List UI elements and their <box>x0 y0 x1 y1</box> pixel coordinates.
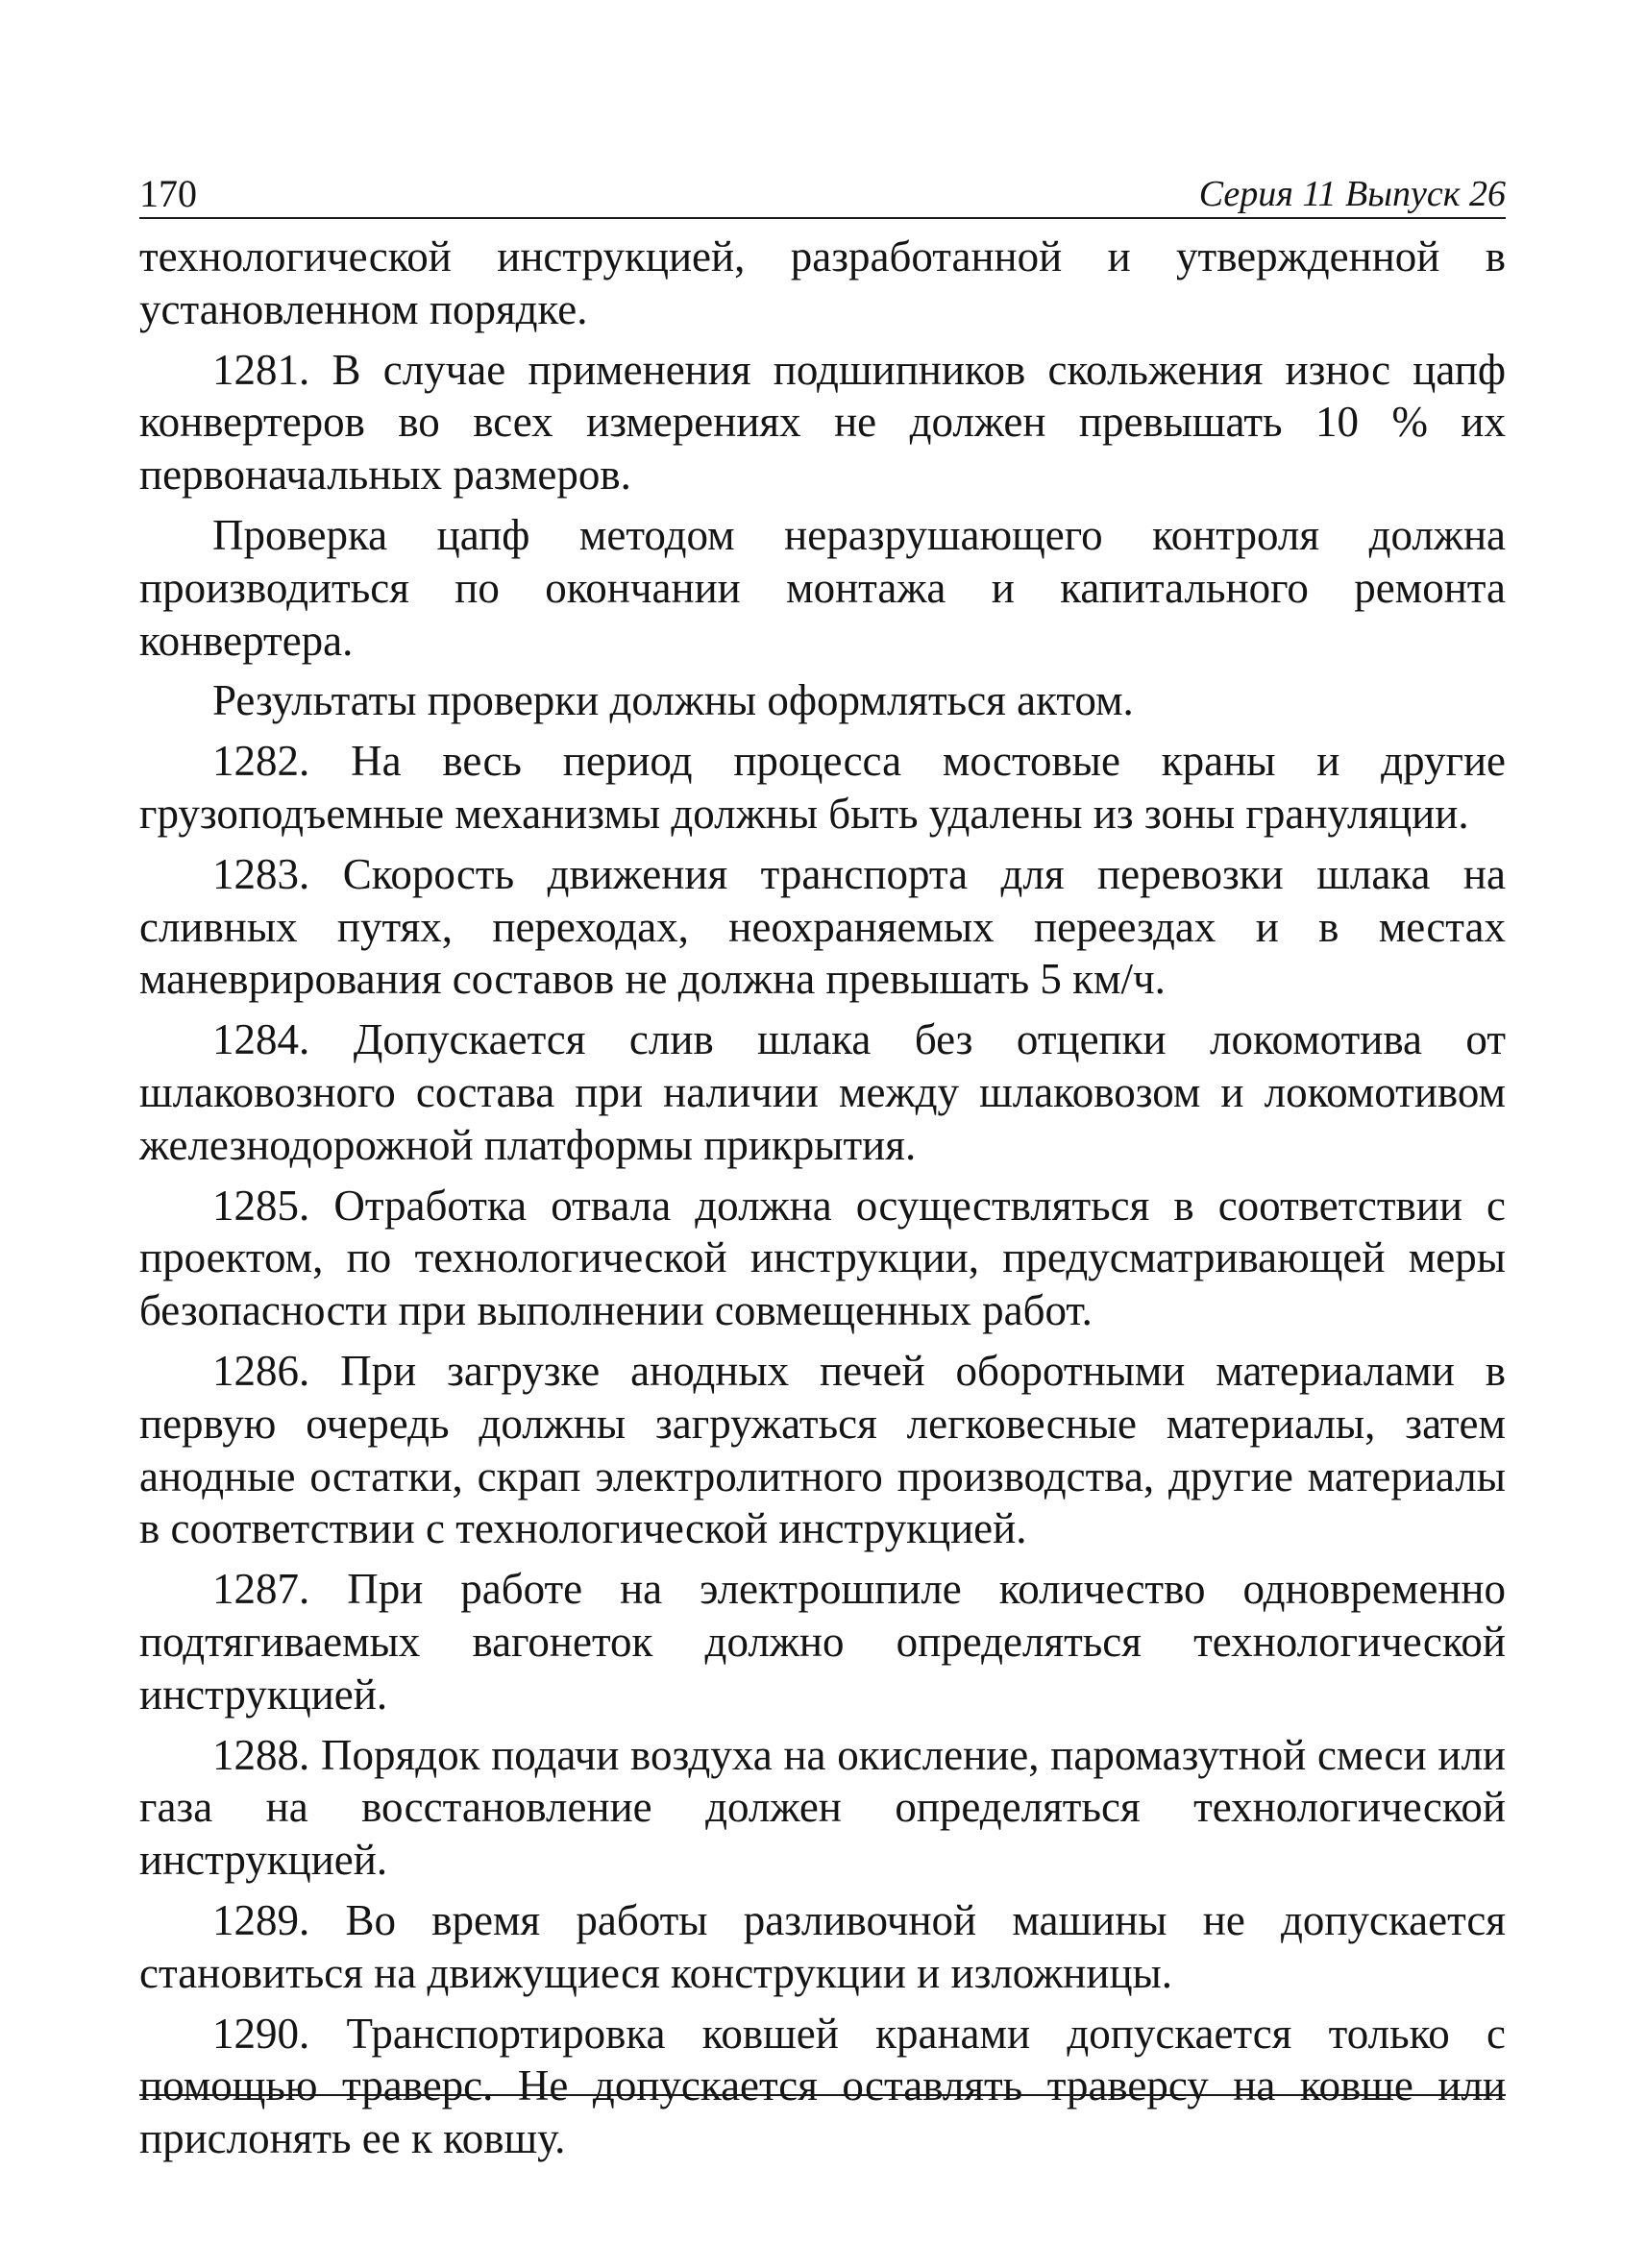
paragraph-1282: 1282. На весь период процесса мостовые краны и другие грузоподъемные механизмы должны быть удалены из зоны грануляции. <box>139 737 1506 838</box>
running-head: Серия 11 Выпуск 26 <box>1198 174 1506 214</box>
paragraph-1286: 1286. При загрузке анодных печей оборотными материалами в первую очередь должны загружаться легковесные материалы, затем анодные остатки, скрап электролитного производства, другие материалы в соответствии с технологической инструкцией. <box>139 1346 1506 1553</box>
paragraph-1289: 1289. Во время работы разливочной машины не допускается становиться на движущиеся конструкции и изложницы. <box>139 1895 1506 1997</box>
paragraph-1281: 1281. В случае применения подшипников скольжения износ цапф конвертеров во всех измерениях не должен превышать 10 % их первоначальных размеров. <box>139 345 1506 500</box>
paragraph-1284: 1284. Допускается слив шлака без отцепки локомотива от шлаковозного состава при наличии между шлаковозом и локомотивом железнодорожной платформы прикрытия. <box>139 1015 1506 1169</box>
page-header <box>139 171 1506 219</box>
paragraph-1287: 1287. При работе на электрошпиле количество одновременно подтягиваемых вагонеток должно определяться технологической инструкцией. <box>139 1565 1506 1719</box>
paragraph-continuation: технологической инструкцией, разработанной и утвержденной в установленном порядке. <box>139 232 1506 333</box>
paragraph-1281-inspection: Проверка цапф методом неразрушающего контроля должна производиться по окончании монтажа и капитального ремонта конвертера. <box>139 510 1506 665</box>
paragraph-1281-results: Результаты проверки должны оформляться актом. <box>212 676 1134 725</box>
paragraph-1288: 1288. Порядок подачи воздуха на окисление, паромазутной смеси или газа на восстановление должен определяться технологической инструкцией. <box>139 1730 1506 1885</box>
bottom-rule <box>139 2094 1506 2096</box>
paragraph-1285: 1285. Отработка отвала должна осуществляться в соответствии с проектом, по технологической инструкции, предусматривающей меры безопасности при выполнении совмещенных работ. <box>139 1181 1506 1335</box>
page-number: 170 <box>139 172 197 215</box>
paragraph-1283: 1283. Скорость движения транспорта для перевозки шлака на сливных путях, переходах, неохраняемых переездах и в местах маневрирования составов не должна превышать 5 км/ч. <box>139 849 1506 1004</box>
page-body <box>139 231 1506 2165</box>
paragraph-1290: 1290. Транспортировка ковшей кранами допускается только с помощью траверс. Не допускается оставлять траверсу на ковше или прислонять ее к ковшу. <box>139 2009 1506 2163</box>
